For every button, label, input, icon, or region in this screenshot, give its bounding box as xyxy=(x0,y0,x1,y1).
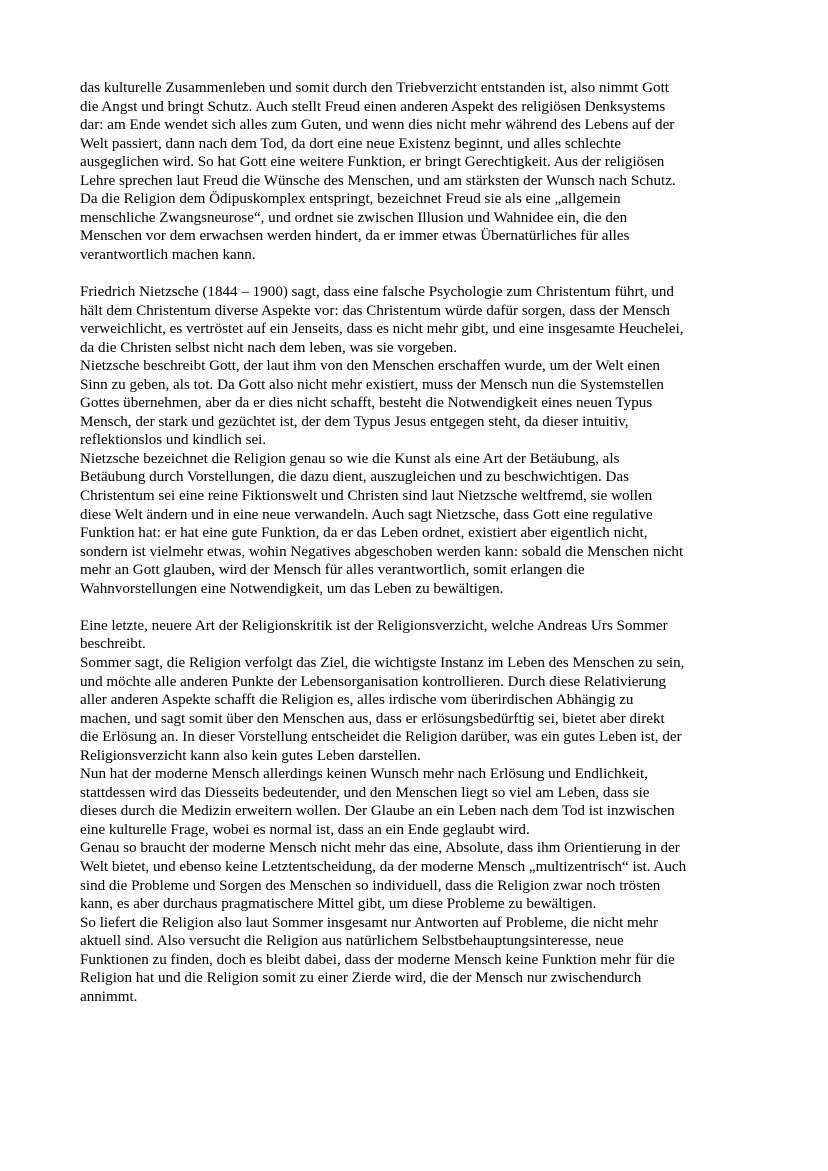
text-line: diese Welt ändern und in eine neue verwandeln. Auch sagt Nietzsche, dass Gott eine regulative xyxy=(80,506,653,523)
text-line: Funktionen zu finden, doch es bleibt dabei, dass der moderne Mensch keine Funktion mehr für die xyxy=(80,951,675,968)
text-line: stattdessen wird das Diesseits bedeutender, und den Menschen liegt so viel am Leben, dass sie xyxy=(80,784,650,801)
text-line: mehr an Gott glauben, wird der Mensch für alles verantwortlich, somit erlangen die xyxy=(80,562,585,579)
text-line: Friedrich Nietzsche (1844 – 1900) sagt, dass eine falsche Psychologie zum Christentum führt, und xyxy=(80,284,674,301)
text-line: verweichlicht, es vertröstet auf ein Jenseits, dass es nicht mehr gibt, und eine insgesamte Heuchelei, xyxy=(80,321,684,338)
text-line: Menschen vor dem erwachsen werden hindert, da er immer etwas Übernatürliches für alles xyxy=(80,228,630,245)
text-line: Eine letzte, neuere Art der Religionskritik ist der Religionsverzicht, welche Andreas Urs Sommer xyxy=(80,617,668,634)
text-line: dieses durch die Medizin erweitern wollen. Der Glaube an ein Leben nach dem Tod ist inzwischen xyxy=(80,803,675,820)
text-line: da die Christen selbst nicht nach dem leben, was sie vorgeben. xyxy=(80,339,457,356)
text-line: reflektionslos und kindlich sei. xyxy=(80,432,267,449)
text-line: Sinn zu geben, als tot. Da Gott also nicht mehr existiert, muss der Mensch nun die Systemstellen xyxy=(80,376,664,393)
text-line: Nietzsche beschreibt Gott, der laut ihm von den Menschen erschaffen wurde, um der Welt einen xyxy=(80,358,660,375)
text-line: verantwortlich machen kann. xyxy=(80,246,256,263)
text-line: Sommer sagt, die Religion verfolgt das Ziel, die wichtigste Instanz im Leben des Menschen zu sein, xyxy=(80,654,685,671)
text-line: eine kulturelle Frage, wobei es normal ist, dass an ein Ende geglaubt wird. xyxy=(80,821,530,838)
text-line: aller anderen Aspekte schafft die Religion es, alles irdische vom überirdischen Abhängig zu xyxy=(80,692,634,709)
text-line: aktuell sind. Also versucht die Religion aus natürlichem Selbstbehauptungsinteresse, neue xyxy=(80,933,624,950)
text-line: das kulturelle Zusammenleben und somit durch den Triebverzicht entstanden ist, also nimmt Gott xyxy=(80,80,669,96)
text-line: dar: am Ende wendet sich alles zum Guten, und wenn dies nicht mehr während des Lebens auf der xyxy=(80,117,675,134)
paragraph-gap xyxy=(80,264,760,283)
text-line: menschliche Zwangsneurose“, und ordnet sie zwischen Illusion und Wahnidee ein, die den xyxy=(80,209,628,226)
text-line: Da die Religion dem Ödipuskomplex entspringt, bezeichnet Freud sie als eine „allgemein xyxy=(80,191,621,208)
text-line: kann, es aber durchaus pragmatischere Mittel gibt, um diese Probleme zu bewältigen. xyxy=(80,896,597,913)
text-line: ausgeglichen wird. So hat Gott eine weitere Funktion, er bringt Gerechtigkeit. Aus der religiösen xyxy=(80,154,665,171)
text-line: Welt passiert, dann nach dem Tod, da dort eine neue Existenz beginnt, und alles schlechte xyxy=(80,135,622,152)
text-line: Lehre sprechen laut Freud die Wünsche des Menschen, und am stärksten der Wunsch nach Schutz. xyxy=(80,172,676,189)
text-line: die Erlösung an. In dieser Vorstellung entscheidet die Religion darüber, was ein gutes Leben ist, der xyxy=(80,729,682,746)
text-line: die Angst und bringt Schutz. Auch stellt Freud einen anderen Aspekt des religiösen Denksystems xyxy=(80,98,666,115)
paragraph xyxy=(80,79,760,264)
text-line: Nun hat der moderne Mensch allerdings keinen Wunsch mehr nach Erlösung und Endlichkeit, xyxy=(80,766,648,783)
text-line: hält dem Christentum diverse Aspekte vor: das Christentum würde dafür sorgen, dass der Mensch xyxy=(80,302,670,319)
text-line: Religion hat und die Religion somit zu einer Zierde wird, die der Mensch nur zwischendurch xyxy=(80,970,642,987)
paragraph xyxy=(80,617,760,1006)
text-line: Wahnvorstellungen eine Notwendigkeit, um das Leben zu bewältigen. xyxy=(80,580,504,597)
text-line: Gottes übernehmen, aber da er dies nicht schafft, besteht die Notwendigkeit eines neuen Typus xyxy=(80,395,653,412)
text-line: Nietzsche bezeichnet die Religion genau so wie die Kunst als eine Art der Betäubung, als xyxy=(80,450,620,467)
text-line: sind die Probleme und Sorgen des Menschen so individuell, dass die Religion zwar noch trösten xyxy=(80,877,661,894)
text-line: Christentum sei eine reine Fiktionswelt und Christen sind laut Nietzsche weltfremd, sie wollen xyxy=(80,488,653,505)
text-line: machen, und sagt somit über den Menschen aus, dass er erlösungsbedürftig sei, bietet aber direkt xyxy=(80,710,665,727)
text-line: Betäubung durch Vorstellungen, die dazu dient, auszugleichen und zu beschwichtigen. Das xyxy=(80,469,629,486)
paragraph xyxy=(80,283,760,598)
text-line: Mensch, der stark und gezüchtet ist, der dem Typus Jesus entgegen steht, da dieser intuitiv, xyxy=(80,413,629,430)
text-line: annimmt. xyxy=(80,988,138,1005)
text-line: sondern ist vielmehr etwas, wohin Negatives abgeschoben werden kann: sobald die Menschen nicht xyxy=(80,543,684,560)
text-line: Welt bietet, und ebenso keine Letztentscheidung, da der moderne Mensch „multizentrisch“ ist. Auch xyxy=(80,858,687,875)
text-line: So liefert die Religion also laut Sommer insgesamt nur Antworten auf Probleme, die nicht mehr xyxy=(80,914,659,931)
document-page xyxy=(80,79,760,1006)
text-line: beschreibt. xyxy=(80,636,146,653)
text-line: und möchte alle anderen Punkte der Lebensorganisation kontrollieren. Durch diese Relativierung xyxy=(80,673,667,690)
text-line: Religionsverzicht kann also kein gutes Leben darstellen. xyxy=(80,747,421,764)
text-line: Funktion hat: er hat eine gute Funktion, da er das Leben ordnet, existiert aber eigentlich nicht, xyxy=(80,525,648,542)
paragraph-gap xyxy=(80,598,760,617)
text-line: Genau so braucht der moderne Mensch nicht mehr das eine, Absolute, dass ihm Orientierung in der xyxy=(80,840,680,857)
